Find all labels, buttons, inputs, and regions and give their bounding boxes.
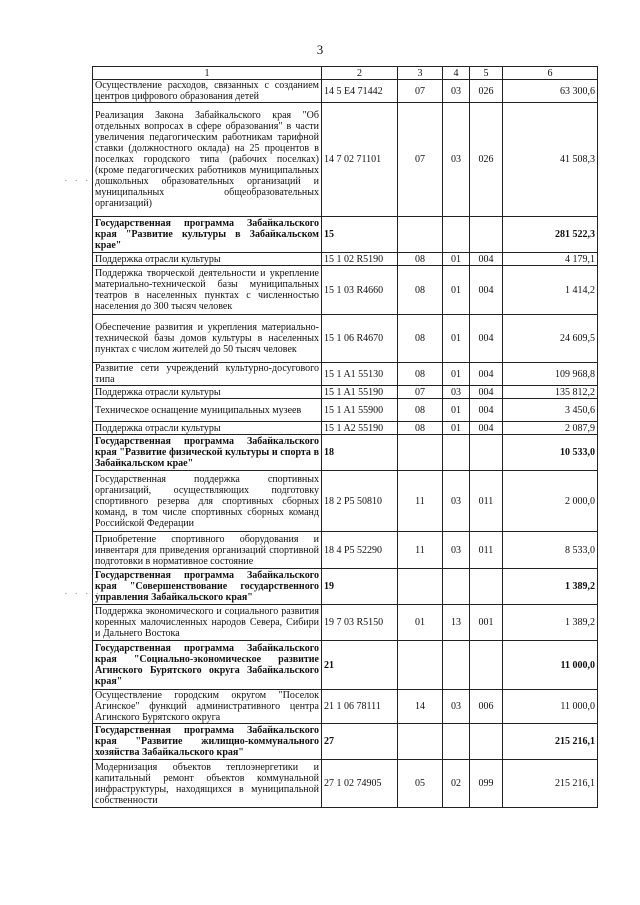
table-row <box>93 266 598 315</box>
margin-mark: · · · · <box>64 175 101 187</box>
row-name: Государственная программа Забайкальского края "Совершенствование государственного управления Забайкальского края" <box>93 569 322 605</box>
amount: 2 087,9 <box>503 422 598 435</box>
budget-code: 15 <box>322 217 398 253</box>
table-row <box>93 399 598 422</box>
table-row <box>93 690 598 724</box>
ministry-code: 004 <box>470 253 503 266</box>
subsection-code <box>443 569 470 605</box>
margin-mark: · · · · <box>64 588 101 600</box>
section-code: 08 <box>398 253 443 266</box>
section-code: 05 <box>398 760 443 808</box>
budget-code: 21 1 06 78111 <box>322 690 398 724</box>
table-row <box>93 315 598 363</box>
subsection-code: 01 <box>443 315 470 363</box>
row-name: Государственная программа Забайкальского края "Развитие физической культуры и спорта в Забайкальском крае" <box>93 435 322 471</box>
section-code <box>398 724 443 760</box>
table-row <box>93 532 598 569</box>
program-row <box>93 569 598 605</box>
ministry-code <box>470 724 503 760</box>
budget-code: 27 1 02 74905 <box>322 760 398 808</box>
section-code: 07 <box>398 80 443 103</box>
amount: 24 609,5 <box>503 315 598 363</box>
section-code: 08 <box>398 266 443 315</box>
amount: 11 000,0 <box>503 641 598 690</box>
budget-code: 18 <box>322 435 398 471</box>
column-header: 1 <box>93 67 322 80</box>
amount: 11 000,0 <box>503 690 598 724</box>
budget-code: 15 1 A1 55900 <box>322 399 398 422</box>
ministry-code <box>470 569 503 605</box>
row-name: Приобретение спортивного оборудования и инвентаря для приведения организаций спортивной подготовки в нормативное состояние <box>93 532 322 569</box>
program-row <box>93 217 598 253</box>
table-row <box>93 103 598 217</box>
amount: 1 389,2 <box>503 605 598 641</box>
amount: 135 812,2 <box>503 386 598 399</box>
section-code: 07 <box>398 386 443 399</box>
budget-code: 15 1 03 R4660 <box>322 266 398 315</box>
subsection-code: 01 <box>443 253 470 266</box>
row-name: Осуществление расходов, связанных с созданием центров цифрового образования детей <box>93 80 322 103</box>
section-code <box>398 569 443 605</box>
budget-code: 14 7 02 71101 <box>322 103 398 217</box>
row-name: Поддержка творческой деятельности и укрепление материально-технической базы муниципальных театров в населенных пунктах с численностью населения до 300 тысяч человек <box>93 266 322 315</box>
subsection-code <box>443 641 470 690</box>
table-row <box>93 80 598 103</box>
row-name: Государственная программа Забайкальского края "Социально-экономическое развитие Агинского Бурятского округа Забайкальского края" <box>93 641 322 690</box>
row-name: Поддержка отрасли культуры <box>93 253 322 266</box>
budget-code: 18 4 P5 52290 <box>322 532 398 569</box>
budget-code: 15 1 A2 55190 <box>322 422 398 435</box>
ministry-code: 004 <box>470 422 503 435</box>
budget-code: 15 1 06 R4670 <box>322 315 398 363</box>
section-code: 08 <box>398 422 443 435</box>
amount: 4 179,1 <box>503 253 598 266</box>
section-code: 11 <box>398 471 443 532</box>
subsection-code: 01 <box>443 422 470 435</box>
subsection-code: 03 <box>443 690 470 724</box>
table-row <box>93 605 598 641</box>
ministry-code: 004 <box>470 399 503 422</box>
subsection-code: 03 <box>443 80 470 103</box>
amount: 41 508,3 <box>503 103 598 217</box>
table-row <box>93 422 598 435</box>
amount: 281 522,3 <box>503 217 598 253</box>
program-row <box>93 435 598 471</box>
column-header: 3 <box>398 67 443 80</box>
section-code: 08 <box>398 363 443 386</box>
row-name: Государственная программа Забайкальского края "Развитие жилищно-коммунального хозяйства Забайкальского края" <box>93 724 322 760</box>
row-name: Поддержка отрасли культуры <box>93 386 322 399</box>
subsection-code <box>443 217 470 253</box>
row-name: Поддержка экономического и социального развития коренных малочисленных народов Севера, Сибири и Дальнего Востока <box>93 605 322 641</box>
budget-code: 18 2 P5 50810 <box>322 471 398 532</box>
program-row <box>93 724 598 760</box>
column-header: 6 <box>503 67 598 80</box>
budget-code: 27 <box>322 724 398 760</box>
amount: 215 216,1 <box>503 760 598 808</box>
subsection-code: 02 <box>443 760 470 808</box>
budget-code: 15 1 A1 55130 <box>322 363 398 386</box>
section-code: 08 <box>398 315 443 363</box>
row-name: Государственная программа Забайкальского края "Развитие культуры в Забайкальском крае" <box>93 217 322 253</box>
amount: 215 216,1 <box>503 724 598 760</box>
ministry-code: 099 <box>470 760 503 808</box>
budget-code: 19 7 03 R5150 <box>322 605 398 641</box>
ministry-code: 011 <box>470 471 503 532</box>
budget-code: 21 <box>322 641 398 690</box>
ministry-code: 026 <box>470 103 503 217</box>
section-code: 11 <box>398 532 443 569</box>
ministry-code: 001 <box>470 605 503 641</box>
section-code: 07 <box>398 103 443 217</box>
subsection-code: 03 <box>443 532 470 569</box>
row-name: Обеспечение развития и укрепления материально-технической базы домов культуры в населенных пунктах с числом жителей до 50 тысяч человек <box>93 315 322 363</box>
budget-table <box>92 66 598 808</box>
table-row <box>93 363 598 386</box>
table-row <box>93 760 598 808</box>
ministry-code <box>470 641 503 690</box>
table-row <box>93 386 598 399</box>
column-header: 2 <box>322 67 398 80</box>
amount: 8 533,0 <box>503 532 598 569</box>
subsection-code <box>443 724 470 760</box>
row-name: Развитие сети учреждений культурно-досугового типа <box>93 363 322 386</box>
page-number: 3 <box>316 42 324 57</box>
amount: 3 450,6 <box>503 399 598 422</box>
subsection-code: 01 <box>443 363 470 386</box>
section-code <box>398 217 443 253</box>
row-name: Реализация Закона Забайкальского края "Об отдельных вопросах в сфере образования" в части увеличения педагогическим работникам тарифной ставки (должностного оклада) на 25 процентов в поселках городского типа (рабочих поселках) (кроме педагогических работников муниципальных дошкольных образовательных организаций и муниципальных общеобразовательных организаций) <box>93 103 322 217</box>
column-header: 4 <box>443 67 470 80</box>
ministry-code: 011 <box>470 532 503 569</box>
subsection-code <box>443 435 470 471</box>
section-code: 08 <box>398 399 443 422</box>
subsection-code: 03 <box>443 471 470 532</box>
amount: 1 389,2 <box>503 569 598 605</box>
amount: 2 000,0 <box>503 471 598 532</box>
ministry-code: 006 <box>470 690 503 724</box>
ministry-code: 004 <box>470 315 503 363</box>
budget-code: 19 <box>322 569 398 605</box>
section-code <box>398 435 443 471</box>
amount: 1 414,2 <box>503 266 598 315</box>
row-name: Техническое оснащение муниципальных музеев <box>93 399 322 422</box>
ministry-code <box>470 435 503 471</box>
row-name: Модернизация объектов теплоэнергетики и капитальный ремонт объектов коммунальной инфраструктуры, находящихся в муниципальной собственности <box>93 760 322 808</box>
section-code <box>398 641 443 690</box>
budget-code: 14 5 Е4 71442 <box>322 80 398 103</box>
budget-code: 15 1 02 R5190 <box>322 253 398 266</box>
table-row <box>93 253 598 266</box>
ministry-code: 004 <box>470 266 503 315</box>
subsection-code: 13 <box>443 605 470 641</box>
row-name: Государственная поддержка спортивных организаций, осуществляющих подготовку спортивного резерва для спортивных сборных команд, в том числе спортивных сборных команд Российской Федерации <box>93 471 322 532</box>
ministry-code: 026 <box>470 80 503 103</box>
section-code: 14 <box>398 690 443 724</box>
row-name: Осуществление городским округом "Поселок Агинское" функций административного центра Агинского Бурятского округа <box>93 690 322 724</box>
subsection-code: 03 <box>443 103 470 217</box>
row-name: Поддержка отрасли культуры <box>93 422 322 435</box>
ministry-code: 004 <box>470 363 503 386</box>
subsection-code: 03 <box>443 386 470 399</box>
subsection-code: 01 <box>443 399 470 422</box>
table-row <box>93 471 598 532</box>
ministry-code: 004 <box>470 386 503 399</box>
section-code: 01 <box>398 605 443 641</box>
ministry-code <box>470 217 503 253</box>
program-row <box>93 641 598 690</box>
budget-code: 15 1 A1 55190 <box>322 386 398 399</box>
amount: 109 968,8 <box>503 363 598 386</box>
amount: 63 300,6 <box>503 80 598 103</box>
amount: 10 533,0 <box>503 435 598 471</box>
subsection-code: 01 <box>443 266 470 315</box>
column-header: 5 <box>470 67 503 80</box>
table-header-row <box>93 67 598 80</box>
